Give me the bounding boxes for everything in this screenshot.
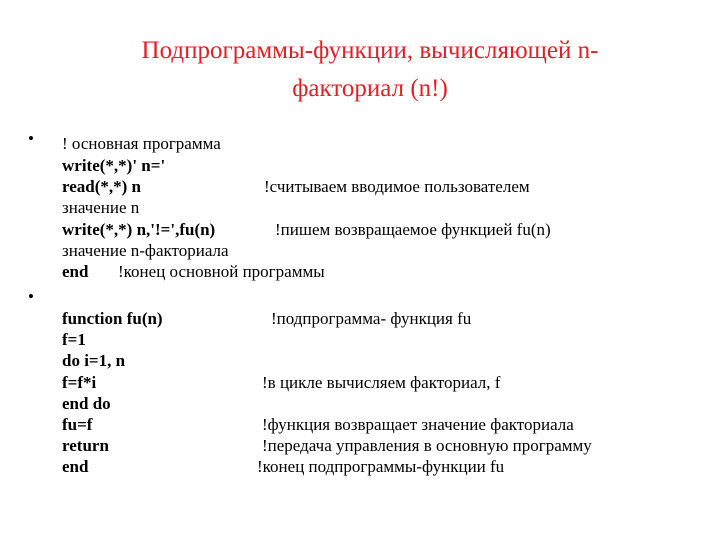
- code-line: read(*,*) n: [62, 177, 142, 196]
- code-line: end do: [62, 394, 111, 413]
- code-line: do i=1, n: [62, 351, 126, 370]
- code-line: function fu(n): [62, 309, 163, 328]
- code-line: end: [62, 262, 89, 281]
- code-comment: !передача управления в основную программу: [262, 436, 592, 455]
- code-line: write(*,*) n,'!=',fu(n): [62, 220, 216, 239]
- code-line: f=1: [62, 330, 86, 349]
- code-line: f=f*i: [62, 373, 97, 392]
- bullet-marker: •: [28, 129, 34, 148]
- code-comment: !функция возвращает значение факториала: [262, 415, 574, 434]
- code-line: return: [62, 436, 109, 455]
- code-line: ! основная программа: [62, 134, 221, 153]
- slide-title: [40, 32, 700, 108]
- code-comment: !конец основной программы: [118, 262, 325, 281]
- bullet-marker: •: [28, 287, 34, 306]
- code-line: write(*,*)' n=': [62, 156, 166, 175]
- code-comment: !конец подпрограммы-функции fu: [257, 457, 505, 476]
- code-comment: !считываем вводимое пользователем: [264, 177, 530, 196]
- code-comment: !пишем возвращаемое функцией fu(n): [275, 220, 551, 239]
- code-line: значение n: [62, 198, 140, 217]
- code-line: fu=f: [62, 415, 93, 434]
- code-line: end: [62, 457, 89, 476]
- title-line-2: факториал (n!): [292, 75, 448, 102]
- code-comment: !подпрограмма- функция fu: [271, 309, 472, 328]
- code-comment: !в цикле вычисляем факториал, f: [262, 373, 501, 392]
- title-line-1: Подпрограммы-функции, вычисляющей n-: [141, 37, 599, 64]
- code-line: значение n-факториала: [62, 241, 229, 260]
